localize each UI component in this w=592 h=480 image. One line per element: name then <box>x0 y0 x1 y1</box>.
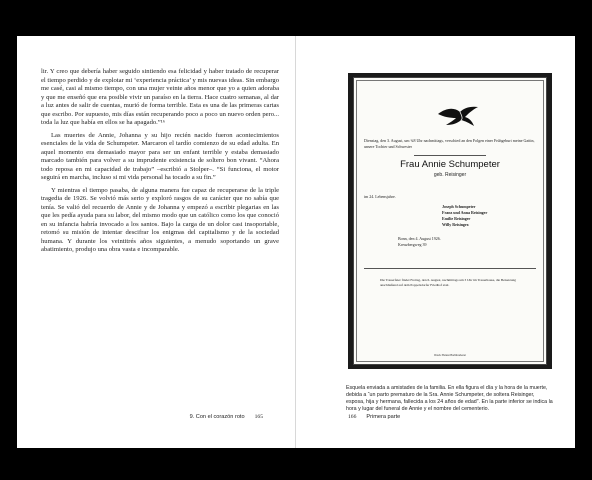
left-page <box>17 36 297 448</box>
left-footer <box>190 414 263 420</box>
signatory: Emilie Reisinger <box>442 216 471 221</box>
bird-emblem-icon <box>436 104 480 130</box>
divider <box>414 155 486 156</box>
divider <box>364 268 536 269</box>
body-text <box>41 68 279 255</box>
signatory: Willy Reisinger. <box>442 222 470 227</box>
page-number: 166 <box>348 414 357 420</box>
printer-line: Druck: Bonner Buchdruckerei <box>434 354 466 357</box>
paragraph: lir. Y creo que debería haber seguido sintiendo esa felicidad y haber tratado de recuperar el tiempo perdido y de explotar mi ‘experiencia práctica’ y mis nuevas ideas. Sin embargo me casé, casi al mismo tiempo, con una mujer veinte años menor que yo a quien adoraba y que me enseñó que era posible vivir un paraíso en la tierra. Hace cuatro semanas, al dar a luz antes de salir de cuentas, murió de forma terrible. Esta es una de las primeras cartas que escribo. Por supuesto, mis días están recuperando poco a poco un nuevo orden pero... toda la luz que había en ellos se ha apagado.”¹⁶ <box>41 68 279 126</box>
signatory: Franz und Anna Reisinger <box>442 210 488 215</box>
deceased-name: Frau Annie Schumpeter <box>400 159 500 170</box>
funeral-notice: Die Trauerfeier findet Freitag, den 6. August, nachmittags um 3 Uhr im Trauerhause, die Beisetzung anschließend auf dem Poppelsdorfer Friedhof statt. <box>380 278 516 287</box>
signatories <box>442 204 487 228</box>
age-line: im 24. Lebensjahre. <box>364 194 396 199</box>
paragraph: Y mientras el tiempo pasaba, de alguna manera fue capaz de recuperarse de la triple tragedia de 1926. Se volvió más serio y exploró rasgos de su carácter que no sabía que tenía. Se valió del recuerdo de Annie y de Johanna y empezó a escribir plegarias en las que les pedía ayuda para su labor, del mismo modo que un católico como los que conoció en su infancia habría invocado a los santos. Bajo la carga de un dolor casi insoportable, retomó su misión de intentar descifrar los enigmas del capitalismo y de la sociedad humana. Y durante los veintitrés años siguientes, a menudo soportando un grave abatimiento, produjo una obra vasta e incomparable. <box>41 186 279 253</box>
memorial-card <box>348 73 552 369</box>
chapter-title: 9. Con el corazón roto <box>189 414 245 420</box>
place-date-line: Bonn, den 4. August 1926. <box>398 236 441 241</box>
address-line: Kreuzbergweg 39 <box>398 241 427 247</box>
page-number: 165 <box>254 414 263 420</box>
figure-caption: Esquela enviada a amistades de la familia. En ella figura el día y la hora de la muerte, debida a “un parto prematuro de la Sra. Annie Schumpeter, de soltera Reisinger, esposa, hija y hermana, fallecida a los 24 años de edad”. En la parte inferior se indica la hora y lugar del funeral de Annie y el nombre del cementerio. <box>346 385 553 412</box>
place-date <box>398 236 536 247</box>
right-page <box>296 36 575 448</box>
birth-name: geb. Reisinger <box>433 172 467 178</box>
card-paper <box>353 77 547 365</box>
paragraph: Las muertes de Annie, Johanna y su hijo recién nacido fueron acontecimientos esenciales de la vida de Schumpeter. Marcaron el tardío comienzo de su edad adulta. En aquel momento era demasiado mayor para ser un enfant terrible y estaba demasiado marcado también para volver a su imprudente existencia de soltero bon vivant. “Ahora todo reposa en mi capacidad de trabajo” –escribió a Stolper–. “Si funciona, el motor seguirá en marcha, incluso si mi vida personal ha tocado a su fin.” <box>41 131 279 181</box>
right-footer <box>348 414 400 420</box>
signatory: Joseph Schumpeter <box>442 204 476 209</box>
section-title: Primera parte <box>366 414 401 420</box>
card-intro: Dienstag, den 3. August, um ¾8 Uhr nachmittags, verschied an den Folgen einer Frühgeburt meine Gattin, unsere Tochter und Schwester <box>364 138 535 149</box>
